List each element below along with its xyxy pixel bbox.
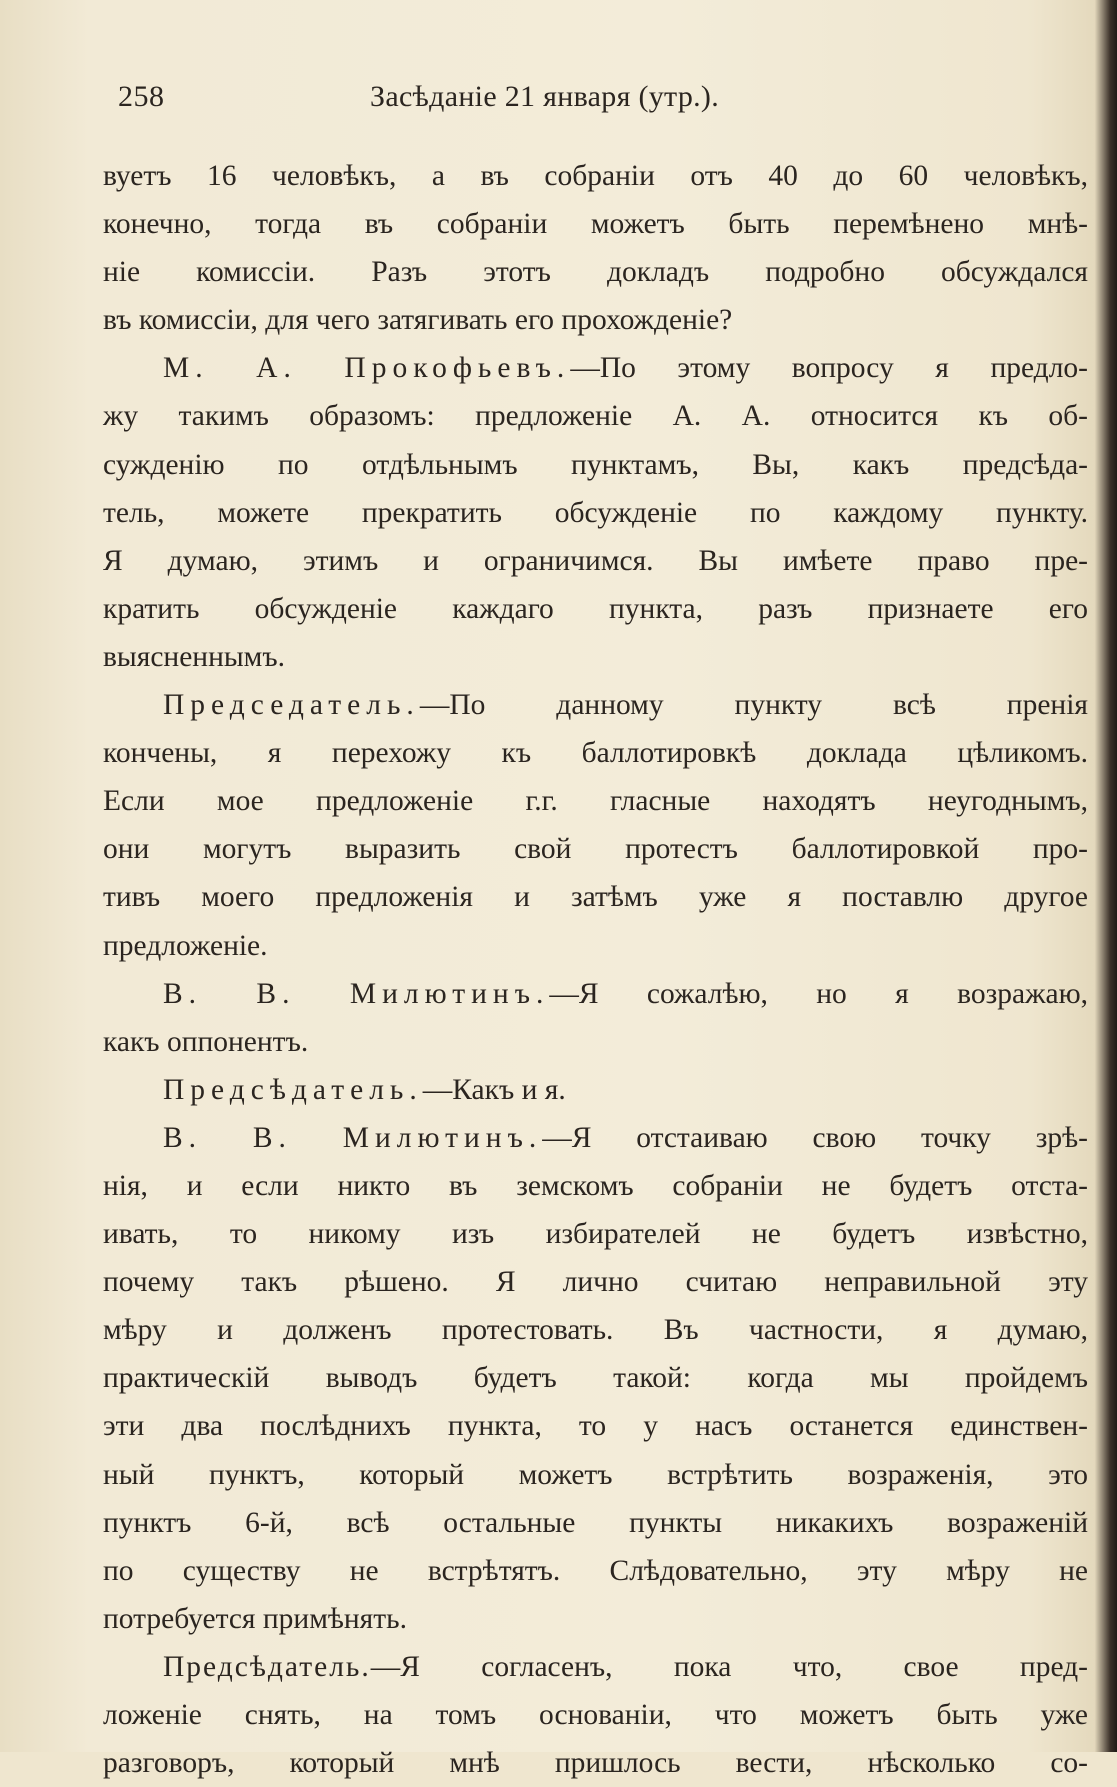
text-line: выясненнымъ.	[103, 640, 285, 673]
page-header	[110, 80, 1010, 120]
text-line: какъ оппонентъ.	[103, 1025, 309, 1058]
text-line: —Я отстаиваю свою точку зрѣ-	[542, 1121, 1088, 1154]
text-line: —Какъ и я.	[422, 1073, 566, 1106]
text-line: —Я сожалѣю, но я возражаю,	[549, 977, 1088, 1010]
text-line-with-speaker	[103, 681, 1088, 729]
speaker-name: Предсѣдатель.	[163, 1650, 371, 1683]
text-line: кончены, я перехожу къ баллотировкѣ доклада цѣликомъ.	[103, 737, 1088, 770]
text-line-with-speaker	[103, 1066, 1088, 1114]
text-line: ложеніе снять, на томъ основаніи, что можетъ быть уже	[103, 1699, 1088, 1731]
text-line-with-speaker	[103, 970, 1088, 1018]
speech-milyutin	[103, 970, 1088, 1066]
text-line: ный пунктъ, который можетъ встрѣтить возраженія, это	[103, 1458, 1088, 1491]
paragraph-continuation	[103, 152, 1088, 344]
speech-milyutin	[103, 1114, 1088, 1643]
text-line: Я думаю, этимъ и ограничимся. Вы имѣете право пре-	[103, 544, 1088, 577]
text-line: —По этому вопросу я предло-	[570, 352, 1088, 385]
text-line: по существу не встрѣтятъ. Слѣдовательно, эту мѣру не	[103, 1554, 1088, 1587]
text-line: конечно, тогда въ собраніи можетъ быть перемѣнено мнѣ-	[103, 208, 1088, 241]
text-line: вуетъ 16 человѣкъ, а въ собраніи отъ 40 до 60 человѣкъ,	[103, 160, 1088, 192]
text-line: Если мое предложеніе г.г. гласные находятъ неугоднымъ,	[103, 785, 1088, 818]
text-line-with-speaker	[103, 1643, 1088, 1691]
speech-chairman	[103, 1643, 1088, 1787]
speech-prokofiev	[103, 344, 1088, 681]
text-line: ивать, то никому изъ избирателей не будетъ извѣстно,	[103, 1218, 1088, 1251]
speech-chairman	[103, 681, 1088, 970]
text-line: эти два послѣднихъ пункта, то у насъ останется единствен-	[103, 1410, 1088, 1443]
speaker-name: М. А. Прокофьевъ.	[163, 352, 571, 385]
text-line: —Я согласенъ, пока что, свое пред-	[370, 1650, 1088, 1683]
text-line: тель, можете прекратить обсужденіе по каждому пункту.	[103, 496, 1088, 529]
text-line: предложеніе.	[103, 929, 268, 962]
text-line-with-speaker	[103, 1114, 1088, 1162]
text-line: кратить обсужденіе каждаго пункта, разъ признаете его	[103, 592, 1088, 625]
text-line: потребуется примѣнять.	[103, 1602, 407, 1635]
text-line: жу такимъ образомъ: предложеніе А. А. относится къ об-	[103, 400, 1088, 433]
text-line: почему такъ рѣшено. Я лично считаю неправильной эту	[103, 1266, 1088, 1299]
text-line: въ комиссіи, для чего затягивать его прохожденіе?	[103, 304, 733, 337]
body-text	[103, 152, 1088, 1787]
text-line: ніе комиссіи. Разъ этотъ докладъ подробно обсуждался	[103, 256, 1088, 289]
speaker-name: Председатель.	[163, 689, 420, 722]
speech-chairman	[103, 1066, 1088, 1114]
text-line: практическій выводъ будетъ такой: когда мы пройдемъ	[103, 1362, 1088, 1395]
text-line: тивъ моего предложенія и затѣмъ уже я поставлю другое	[103, 881, 1088, 914]
speaker-name: Предсѣдатель.	[163, 1073, 423, 1106]
text-line: нія, и если никто въ земскомъ собраніи не будетъ отста-	[103, 1169, 1088, 1202]
page-number: 258	[118, 80, 165, 113]
text-line: сужденію по отдѣльнымъ пунктамъ, Вы, какъ предсѣда-	[103, 448, 1088, 481]
text-line: мѣру и долженъ протестовать. Въ частности, я думаю,	[103, 1314, 1088, 1347]
text-line: пунктъ 6-й, всѣ остальные пункты никакихъ возраженій	[103, 1506, 1088, 1539]
speaker-name: В. В. Милютинъ.	[163, 1121, 543, 1154]
text-line-with-speaker	[103, 344, 1088, 392]
speaker-name: В. В. Милютинъ.	[163, 977, 550, 1010]
running-title: Засѣданіе 21 января (утр.).	[370, 80, 720, 113]
text-line: —По данному пункту всѣ пренія	[419, 689, 1088, 722]
text-line: они могутъ выразить свой протестъ баллотировкой про-	[103, 833, 1088, 866]
text-line: разговоръ, который мнѣ пришлось вести, нѣсколько со-	[103, 1747, 1088, 1780]
